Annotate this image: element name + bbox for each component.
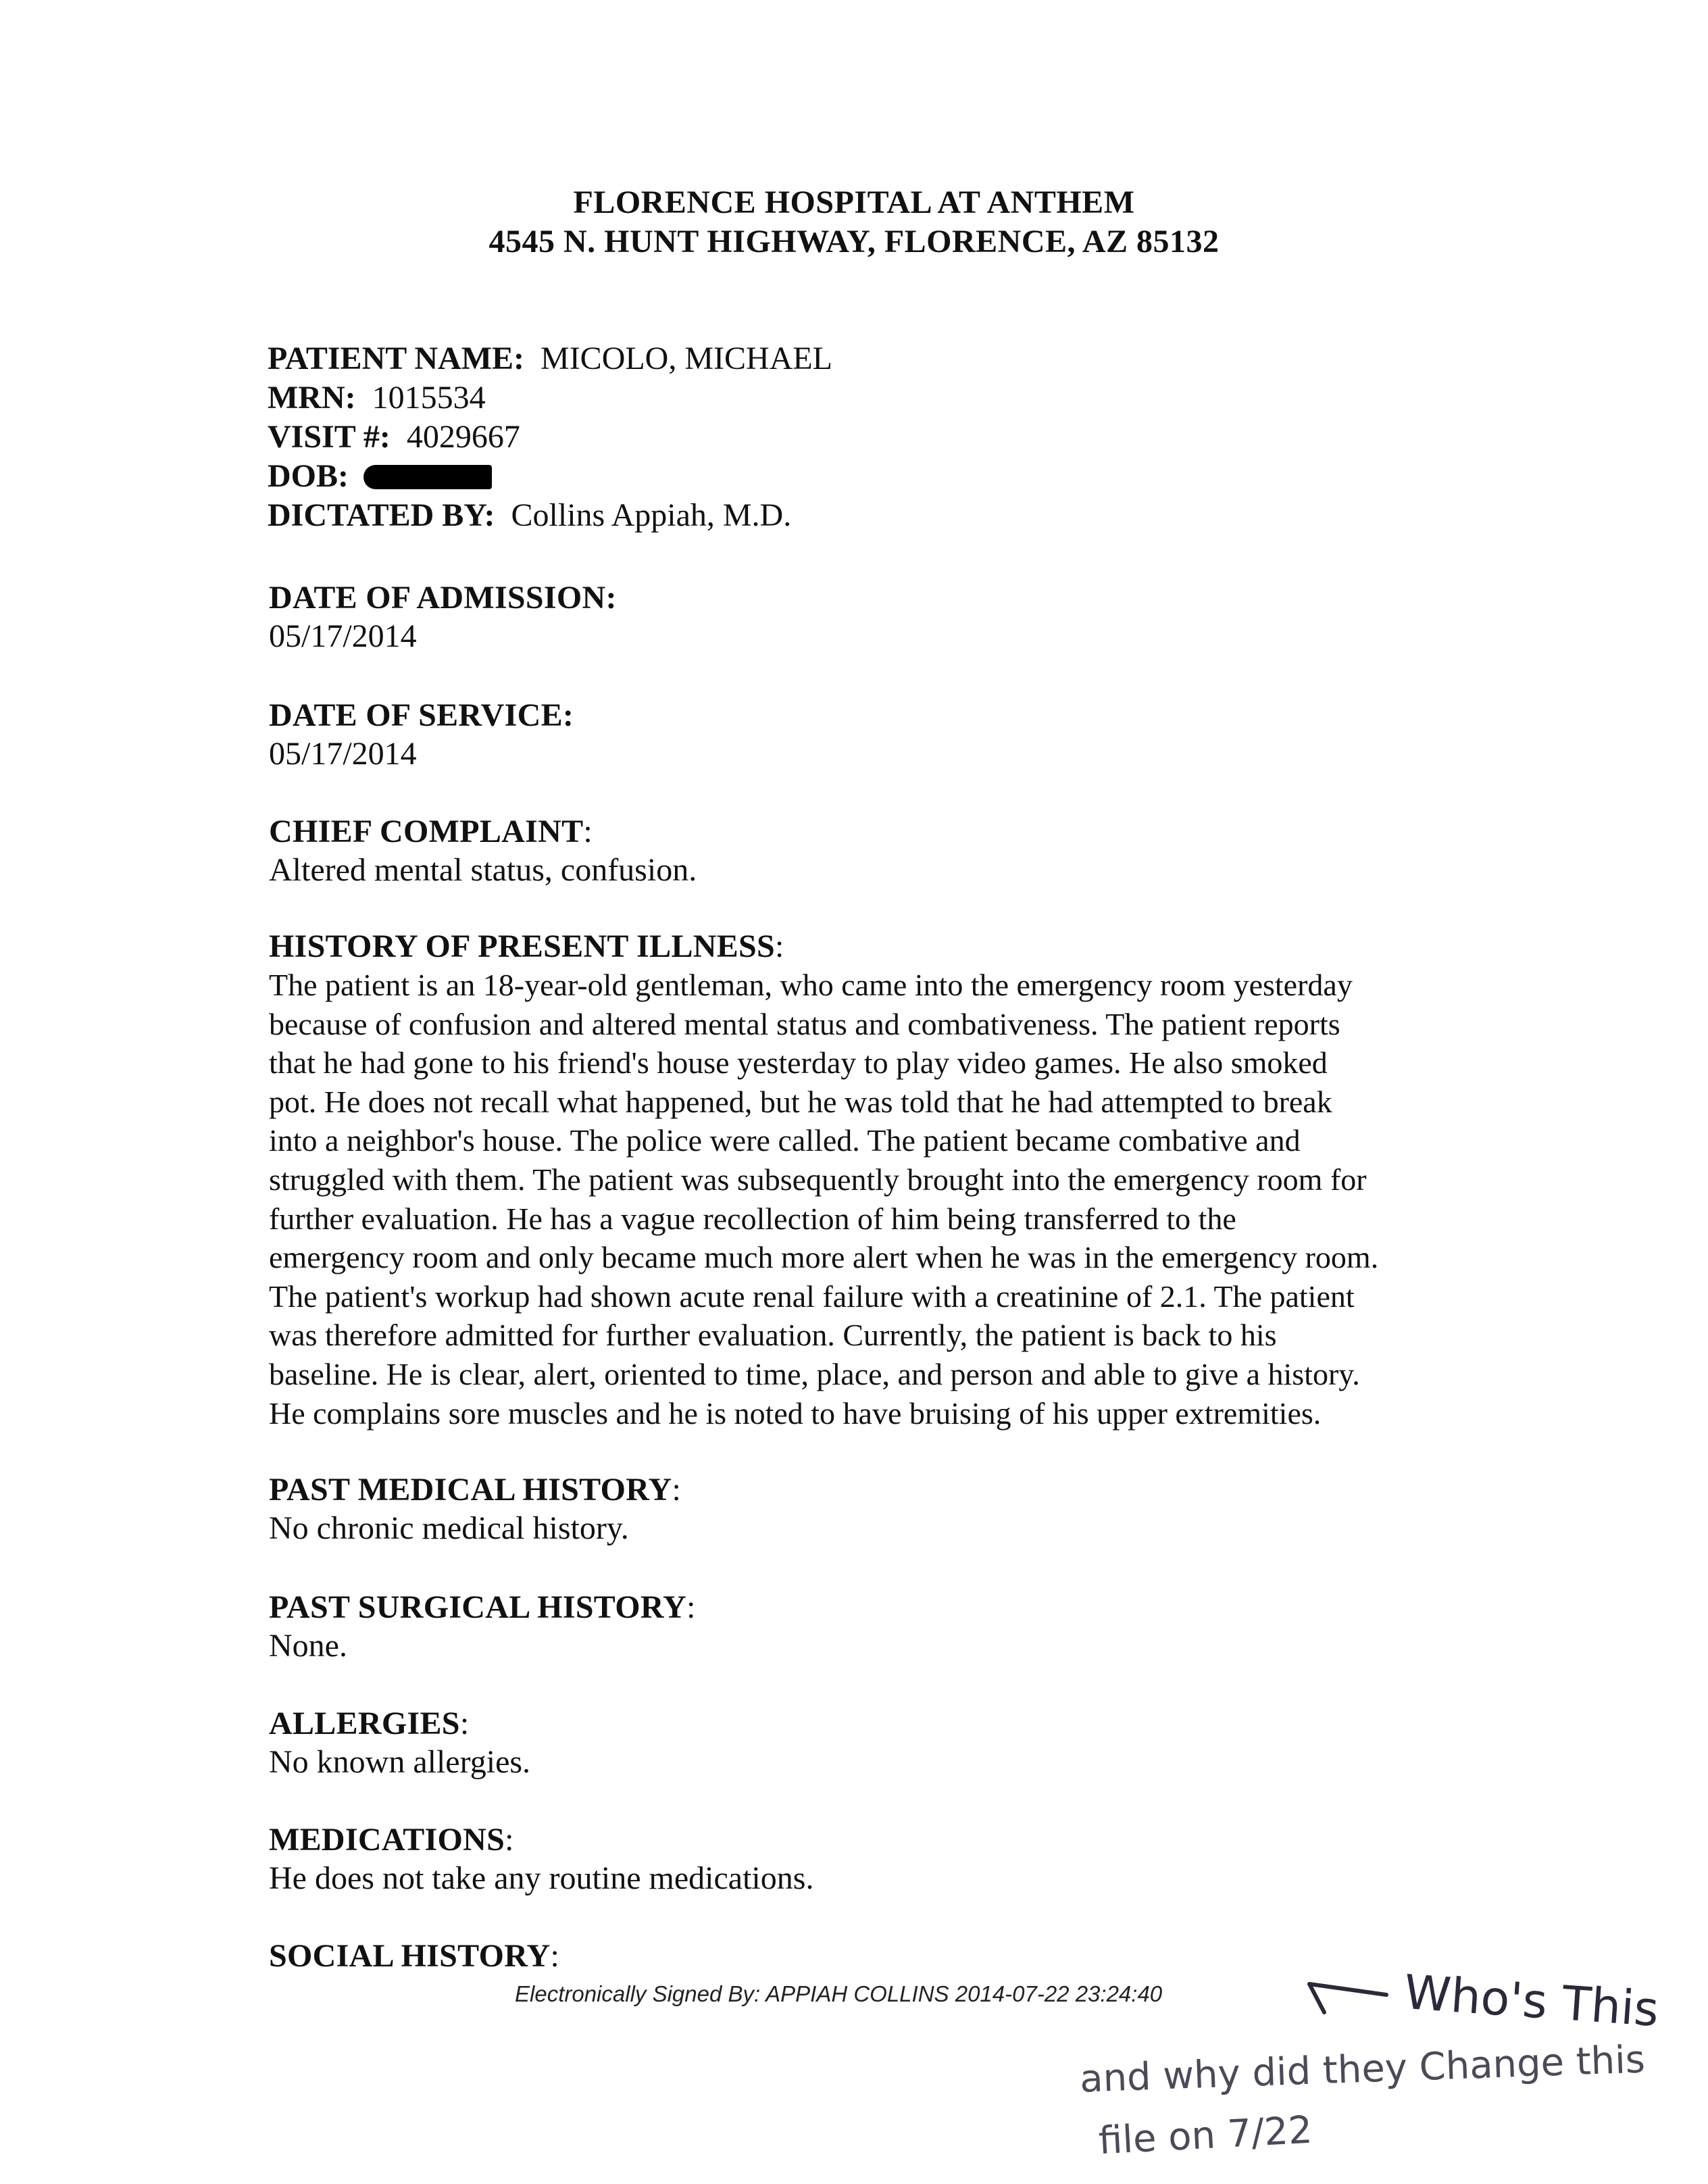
service-date: 05/17/2014 (269, 736, 417, 772)
patient-name-label: PATIENT NAME: (268, 341, 525, 376)
hpi-section (269, 927, 1499, 1433)
dob-label: DOB: (268, 458, 349, 494)
hospital-address: 4545 N. HUNT HIGHWAY, FLORENCE, AZ 85132 (488, 224, 1220, 259)
medications-title: MEDICATIONS: (269, 1822, 514, 1858)
medications-body: He does not take any routine medications. (269, 1860, 814, 1896)
dictated-row (268, 496, 832, 535)
allergies-title: ALLERGIES: (269, 1706, 470, 1741)
allergies-section (269, 1704, 1499, 1781)
pmh-title: PAST MEDICAL HISTORY: (269, 1472, 682, 1508)
handwritten-note-line1: Who's This (1402, 1964, 1661, 2038)
patient-info (268, 339, 832, 535)
hpi-line: because of confusion and altered mental status and combativeness. The patient reports (269, 1006, 1340, 1041)
visit-value: 4029667 (406, 419, 520, 455)
hpi-line: The patient's workup had shown acute renal failure with a creatinine of 2.1. The patient (269, 1279, 1355, 1314)
hpi-line: further evaluation. He has a vague recollection of him being transferred to the (269, 1201, 1236, 1236)
hpi-line: into a neighbor's house. The police were called. The patient became combative and (269, 1123, 1301, 1158)
dob-redaction (363, 465, 492, 489)
visit-label: VISIT #: (268, 419, 391, 455)
hpi-line: emergency room and only became much more alert when he was in the emergency room. (269, 1240, 1379, 1275)
handwritten-note-line2: and why did they Change this (1079, 2037, 1646, 2102)
complaint-section (269, 812, 1499, 889)
pmh-section (269, 1470, 1499, 1547)
visit-row (268, 418, 832, 457)
hpi-line: struggled with them. The patient was subsequently brought into the emergency room for (269, 1162, 1367, 1197)
hpi-body (269, 966, 1499, 1433)
social-section (269, 1937, 1499, 1975)
service-title: DATE OF SERVICE: (269, 697, 574, 733)
allergies-body: No known allergies. (269, 1744, 531, 1780)
mrn-row (268, 378, 832, 418)
psh-title: PAST SURGICAL HISTORY: (269, 1589, 696, 1625)
hpi-line: The patient is an 18-year-old gentleman, who came into the emergency room yesterday (269, 968, 1353, 1002)
admission-date: 05/17/2014 (269, 618, 417, 654)
dictated-label: DICTATED BY: (268, 497, 495, 533)
medications-section (269, 1820, 1499, 1897)
hpi-line: baseline. He is clear, alert, oriented to time, place, and person and able to give a history. (269, 1356, 1360, 1391)
mrn-label: MRN: (268, 380, 356, 416)
complaint-body: Altered mental status, confusion. (269, 852, 697, 888)
dob-row (268, 457, 832, 496)
electronic-signature: Electronically Signed By: APPIAH COLLINS 2014-07-22 23:24:40 (515, 1981, 1163, 2006)
mrn-value: 1015534 (372, 380, 486, 416)
patient-name: MICOLO, MICHAEL (541, 341, 832, 376)
hpi-line: pot. He does not recall what happened, but he was told that he had attempted to break (269, 1084, 1332, 1119)
hpi-line: was therefore admitted for further evaluation. Currently, the patient is back to his (269, 1318, 1277, 1353)
patient-name-row (268, 339, 832, 378)
hpi-line: He complains sore muscles and he is noted to have bruising of his upper extremities. (269, 1395, 1322, 1431)
admission-title: DATE OF ADMISSION: (269, 580, 617, 616)
social-title: SOCIAL HISTORY: (269, 1938, 560, 1974)
pmh-body: No chronic medical history. (269, 1510, 629, 1546)
psh-body: None. (269, 1628, 347, 1664)
handwritten-arrow-icon (1304, 1975, 1392, 2022)
complaint-title: CHIEF COMPLAINT: (269, 814, 593, 849)
hpi-line: that he had gone to his friend's house yesterday to play video games. He also smoked (269, 1045, 1328, 1081)
hpi-title: HISTORY OF PRESENT ILLNESS: (269, 928, 784, 964)
dictated-value: Collins Appiah, M.D. (511, 497, 792, 533)
admission-section (269, 578, 1499, 655)
psh-section (269, 1588, 1499, 1665)
handwritten-note-line3: file on 7/22 (1097, 2108, 1313, 2164)
hospital-name: FLORENCE HOSPITAL AT ANTHEM (573, 184, 1135, 220)
service-section (269, 696, 1499, 773)
